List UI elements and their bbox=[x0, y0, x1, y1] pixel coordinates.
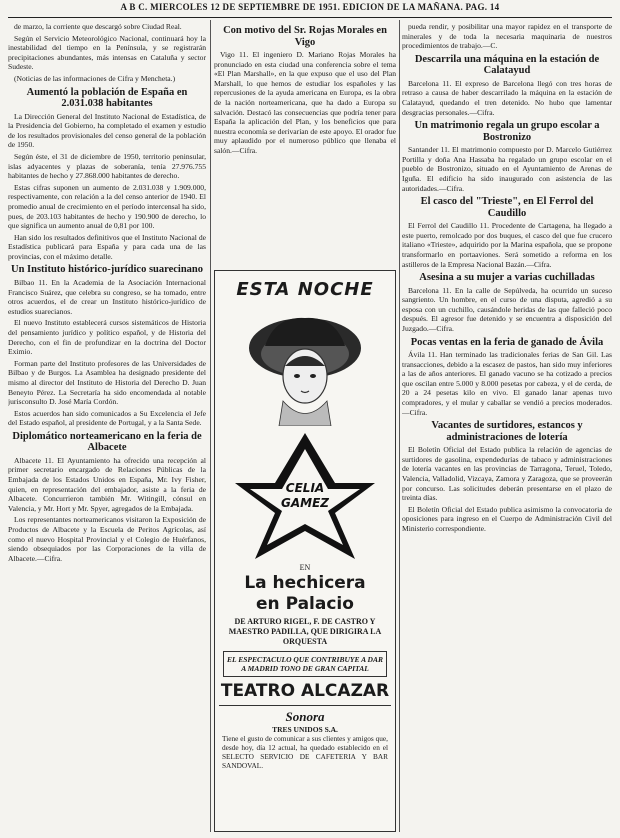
paragraph: Albacete 11. El Ayuntamiento ha ofrecido una recepción al primer secretario encargado de Relaciones Públicas de la Embajada de los Estados Unidos en España, Mr. Ivy Fisher, quien, en representación del embajador, asiste a la feria de Albacete. Concurrieron también Mr. Witingill, cónsul en Valencia, y Mr. Hort y Mr. Spyer, agregados de la Embajada. bbox=[8, 455, 206, 513]
paragraph: Según el Servicio Meteorológico Nacional, continuará hoy la inestabilidad del tiempo en la Península, y se registrarán precipitaciones abundantes, más intensas en Cataluña y sector Sudeste. bbox=[8, 33, 206, 72]
header-rule bbox=[8, 17, 612, 18]
ad-headline: ESTA NOCHE bbox=[236, 279, 374, 300]
article-headline: Vacantes de surtidores, estancos y administraciones de lotería bbox=[431, 420, 583, 443]
notice-text: Tiene el gusto de comunicar a sus clientes y amigos que, desde hoy, día 12 actual, ha quedado establecido en el SELECTO SERVICIO DE CAFETERIA Y BAR SANDOVAL. bbox=[222, 734, 388, 770]
paragraph: Estas cifras suponen un aumento de 2.031.038 y 1.909.000, respectivamente, con relación a la del censo anterior de 1940. El promedio anual de crecimiento en el período intercensal ha sido, pues, de 203.103 habitantes de hecho y 190.900 de derecho, lo que significa un aumento anual de 0,81 por 100. bbox=[8, 182, 206, 231]
paragraph: El Boletín Oficial del Estado publica la relación de agencias de surtidores de gasolina, expendedurías de tabaco y administraciones de lotería vacantes en las provincias de Tarragona, Teruel, Toledo, Valencia, Valladolid, Vizcaya, Zamora y Zaragoza, que se proveerán por concurso. Las solicitudes deberán presentarse en el plazo de treinta días. bbox=[402, 445, 612, 503]
paragraph: Ávila 11. Han terminado las tradicionales ferias de San Gil. Las transacciones, debido a la escasez de pastos, han sido muy inferiores a las de años anteriores. El ganado vacuno se ha cotizado a precios que oscilan entre 5.000 y 8.000 pesetas por cabeza, y el de cerda, de 20 a 24 pesetas kilo en vivo. El ganado lanar apenas tuvo compradores, y el mular y caballar se vendió a precios moderados.—Cifra. bbox=[402, 350, 612, 417]
column-divider bbox=[399, 20, 400, 832]
article-headline: El casco del "Trieste", en El Ferrol del Caudillo bbox=[420, 196, 594, 219]
paragraph: Según éste, el 31 de diciembre de 1950, territorio peninsular, islas adyacentes y plazas de soberanía, tenía 27.976.755 habitantes de hecho y 27.868.000 habitantes de derecho. bbox=[8, 151, 206, 181]
show-slogan: EL ESPECTACULO QUE CONTRIBUYE A DAR A MADRID TONO DE GRAN CAPITAL bbox=[223, 651, 387, 677]
article-headline: Aumentó la población de España en 2.031.038 habitantes bbox=[26, 86, 188, 110]
cafeteria-notice bbox=[219, 705, 391, 770]
column-middle bbox=[214, 22, 396, 274]
article-headline: Un Instituto histórico-jurídico suarecinano bbox=[10, 264, 204, 276]
article-headline: Asesina a su mujer a varias cuchilladas bbox=[419, 272, 595, 284]
theatre-name: TEATRO ALCAZAR bbox=[220, 681, 390, 701]
star-name-first: CELIA bbox=[285, 481, 325, 495]
paragraph: (Noticias de las informaciones de Cifra y Mencheta.) bbox=[14, 73, 176, 83]
paragraph: Barcelona 11. El expreso de Barcelona llegó con tres horas de retraso a causa de haber descarrilado la máquina en la estación de Calatayud, quedando el tren detenido. No hubo que lamentar desgracias personales.—Cifra. bbox=[402, 78, 612, 117]
show-title-line1: La hechicera bbox=[244, 573, 366, 593]
paragraph: Los representantes norteamericanos visitaron la Exposición de Productos de Albacete y la Escuela de Peritos Agrícolas, así como el nuevo Hospital Provincial y el Colegio de Huérfanos, siendo obsequiados por las Corporaciones de la villa de Albacete.—Cifra. bbox=[8, 515, 206, 563]
actress-portrait bbox=[245, 306, 365, 426]
show-credits: DE ARTURO RIGEL, F. DE CASTRO Y MAESTRO PADILLA, QUE DIRIGIRA LA ORQUESTA bbox=[228, 617, 382, 646]
paragraph: Barcelona 11. En la calle de Sepúlveda, ha ocurrido un suceso sangriento. Un hombre, en el curso de una disputa, agredió a su esposa con un cuchillo, causándole heridas de las que falleció poco después. El agresor fue detenido y se encuentra a disposición del Juzgado.—Cifra. bbox=[402, 285, 612, 333]
article-headline: Descarrila una máquina en la estación de Calatayud bbox=[414, 53, 600, 77]
article-headline: Un matrimonio regala un grupo escolar a Bostronizo bbox=[414, 120, 600, 143]
paragraph: pueda rendir, y posibilitar una mayor rapidez en el transporte de minerales y de toda la necesaria maquinaria de nuestros procedimientos de trabajo.—C. bbox=[402, 22, 612, 51]
paragraph: La Dirección General del Instituto Nacional de Estadística, de la Presidencia del Gobierno, ha completado el examen y estudio de los resultados provisionales del censo general de la población de 1950. bbox=[8, 111, 206, 150]
column-divider bbox=[210, 20, 211, 832]
show-title-line2: en Palacio bbox=[256, 594, 354, 614]
column-right bbox=[402, 22, 612, 834]
paragraph: Bilbao 11. En la Academia de la Asociación Internacional Francisco Suárez, que celebra su congreso, se ha tomado, entre otros acuerdos, el de crear un Instituto histórico-jurídico de estudios suarecianos. bbox=[8, 277, 206, 316]
paragraph: Forman parte del Instituto profesores de las Universidades de Bilbao y de Burgos. La Asamblea ha designado presidente del mismo al director del Instituto de Historia del Derecho D. Juan Beneyto Pérez. La Secretaría ha sido encomendada al notable jurisconsulto D. José María Cordón. bbox=[8, 358, 206, 407]
star-emblem bbox=[230, 431, 380, 561]
notice-company: TRES UNIDOS S.A. bbox=[272, 725, 338, 734]
paragraph: Estos acuerdos han sido comunicados a Su Excelencia el Jefe del Estado español, al presidente de Portugal, y a la Santa Sede. bbox=[8, 408, 206, 428]
paragraph: El Ferrol del Caudillo 11. Procedente de Cartagena, ha llegado a este puerto, remolcado por dos buques, el casco del que fue crucero italiano «Trieste», adquirido por la Marina española, que se propone transformarlo en portaaviones. Será sometido a reforma en los astilleros de la Empresa Nacional Bazán.—Cifra. bbox=[402, 221, 612, 269]
star-name-last: GAMEZ bbox=[281, 496, 329, 510]
paragraph: El nuevo Instituto establecerá cursos sistemáticos de Historia del pensamiento jurídico y político español, y de Historia del Derecho, con el fin de profundizar en la doctrina del Doctor Eximio. bbox=[8, 318, 206, 357]
paragraph: Han sido los resultados definitivos que el Instituto Nacional de Estadística publicará para España y para cada una de las provincias, con el máximo detalle. bbox=[8, 232, 206, 261]
paragraph: El Boletín Oficial del Estado publica asimismo la convocatoria de oposiciones para ingreso en el Cuerpo de Administración Civil del Ministerio correspondiente. bbox=[402, 504, 612, 533]
article-headline: Diplomático norteamericano en la feria de Albacete bbox=[12, 430, 202, 454]
page-header: A B C. MIERCOLES 12 DE SEPTIEMBRE DE 1951. EDICION DE LA MAÑANA. PAG. 14 bbox=[120, 2, 500, 12]
paragraph: Vigo 11. El ingeniero D. Mariano Rojas Morales ha pronunciado en esta ciudad una conferencia sobre el tema «El Plan Marshall», en la que expuso que el uso del Plan Marshall, lo que hemos de estudiar los españoles y las repercusiones de la ayuda americana en Europa, es la obra de la nación norteamericana, que ha dado a Europa su salvación. Destacó las consecuencias que podría tener para España la aplicación del Plan, y los beneficios que para nuestra economía se derivarían de este apoyo. El orador fue muy aplaudido por el numeroso público que llenaba el salón.—Cifra. bbox=[214, 50, 396, 155]
paragraph: de marzo, la corriente que descargó sobre Ciudad Real. bbox=[14, 22, 182, 31]
column-left bbox=[8, 22, 206, 834]
article-headline: Pocas ventas en la feria de ganado de Ávila bbox=[410, 336, 604, 348]
article-headline: Con motivo del Sr. Rojas Morales en Vigo bbox=[223, 25, 387, 48]
paragraph: Santander 11. El matrimonio compuesto por D. Marcelo Gutiérrez Portilla y doña Ana Hassaba ha regalado un grupo escolar en el pueblo de Bostronizo, situado en el Ayuntamiento de Arenas de Iguña. El edificio ha sido inaugurado con asistencia de las autoridades.—Cifra. bbox=[402, 145, 612, 193]
notice-heading: Sonora bbox=[285, 709, 325, 724]
ad-connector: EN bbox=[299, 563, 311, 572]
theatre-advertisement bbox=[214, 270, 396, 832]
